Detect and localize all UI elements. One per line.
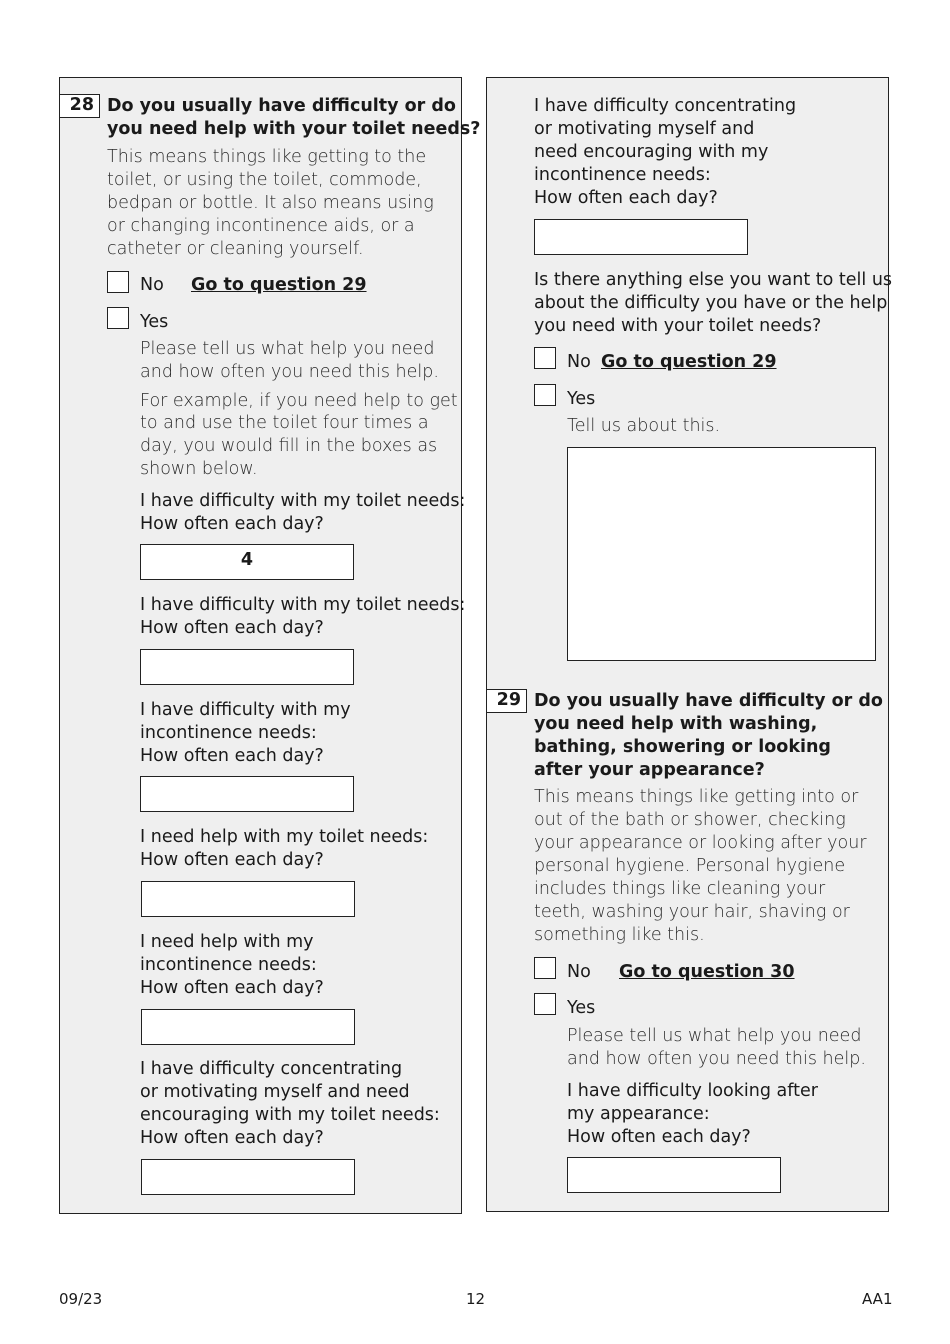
field-label: I have difficulty with my toilet needs:: [140, 595, 466, 615]
page-number: 12: [466, 1290, 486, 1308]
anything-else-yes-checkbox[interactable]: [534, 384, 556, 406]
field-label: How often each day?: [140, 850, 324, 870]
appearance-difficulty-input[interactable]: [567, 1157, 781, 1193]
toilet-help-input[interactable]: [141, 881, 355, 917]
field-label: I have difficulty with my: [140, 700, 351, 720]
help-instruction: Please tell us what help you need: [567, 1026, 862, 1046]
no-checkbox[interactable]: [534, 957, 556, 979]
field-label: I need help with my toilet needs:: [140, 827, 429, 847]
example-instruction: shown below.: [140, 459, 258, 479]
anything-else-question: Is there anything else you want to tell us: [534, 270, 893, 290]
example-instruction: to and use the toilet four times a: [140, 413, 429, 433]
question-description: out of the bath or shower, checking: [534, 810, 846, 830]
field-label: I have difficulty looking after: [567, 1081, 818, 1101]
anything-else-no-checkbox[interactable]: [534, 347, 556, 369]
question-description: includes things like cleaning your: [534, 879, 826, 899]
anything-else-question: about the difficulty you have or the help: [534, 293, 888, 313]
question-description: personal hygiene. Personal hygiene: [534, 856, 846, 876]
incontinence-encouragement-input[interactable]: [534, 219, 748, 255]
field-label: How often each day?: [140, 1128, 324, 1148]
form-date: 09/23: [59, 1290, 103, 1308]
question-description: This means things like getting to the: [107, 147, 427, 167]
example-instruction: day, you would fill in the boxes as: [140, 436, 438, 456]
example-field-label: How often each day?: [140, 514, 324, 534]
field-label: How often each day?: [140, 978, 324, 998]
question-description: teeth, washing your hair, shaving or: [534, 902, 850, 922]
anything-else-textarea[interactable]: [567, 447, 876, 661]
no-label: No: [567, 352, 591, 372]
field-label: or motivating myself and: [534, 119, 755, 139]
yes-checkbox[interactable]: [107, 307, 129, 329]
question-title-line: after your appearance?: [534, 760, 765, 780]
yes-checkbox[interactable]: [534, 993, 556, 1015]
field-label: incontinence needs:: [140, 955, 317, 975]
field-label: need encouraging with my: [534, 142, 769, 162]
yes-label: Yes: [140, 312, 169, 332]
field-label: How often each day?: [140, 618, 324, 638]
go-to-question-30-link[interactable]: Go to question 30: [619, 962, 795, 982]
anything-else-question: you need with your toilet needs?: [534, 316, 822, 336]
field-label: or motivating myself and need: [140, 1082, 410, 1102]
no-label: No: [140, 275, 164, 295]
question-description: toilet, or using the toilet, commode,: [107, 170, 422, 190]
field-label: How often each day?: [140, 746, 324, 766]
question-description: or changing incontinence aids, or a: [107, 216, 415, 236]
incontinence-help-input[interactable]: [141, 1009, 355, 1045]
question-description: catheter or cleaning yourself.: [107, 239, 364, 259]
yes-label: Yes: [567, 389, 596, 409]
field-label: I have difficulty concentrating: [534, 96, 797, 116]
example-filled-box: 4: [140, 544, 354, 580]
toilet-encouragement-input[interactable]: [141, 1159, 355, 1195]
question-number: 29: [486, 689, 527, 713]
field-label: my appearance:: [567, 1104, 710, 1124]
question-description: This means things like getting into or: [534, 787, 859, 807]
question-number: 28: [59, 94, 100, 118]
help-instruction: Please tell us what help you need: [140, 339, 435, 359]
no-checkbox[interactable]: [107, 271, 129, 293]
tell-us-instruction: Tell us about this.: [567, 416, 721, 436]
example-instruction: For example, if you need help to get: [140, 391, 458, 411]
question-description: bedpan or bottle. It also means using: [107, 193, 434, 213]
field-label: incontinence needs:: [140, 723, 317, 743]
field-label: How often each day?: [534, 188, 718, 208]
go-to-question-29-link[interactable]: Go to question 29: [191, 275, 367, 295]
question-title-line: Do you usually have difficulty or do: [534, 691, 883, 711]
field-label: incontinence needs:: [534, 165, 711, 185]
no-label: No: [567, 962, 591, 982]
question-title-line: you need help with your toilet needs?: [107, 119, 481, 139]
question-title-line: bathing, showering or looking: [534, 737, 831, 757]
form-code: AA1: [862, 1290, 893, 1308]
question-description: something like this.: [534, 925, 705, 945]
go-to-question-29-link[interactable]: Go to question 29: [601, 352, 777, 372]
toilet-difficulty-input[interactable]: [140, 649, 354, 685]
question-title-line: Do you usually have difficulty or do: [107, 96, 456, 116]
example-field-label: I have difficulty with my toilet needs:: [140, 491, 466, 511]
yes-label: Yes: [567, 998, 596, 1018]
question-description: your appearance or looking after your: [534, 833, 867, 853]
question-title-line: you need help with washing,: [534, 714, 818, 734]
incontinence-difficulty-input[interactable]: [140, 776, 354, 812]
field-label: encouraging with my toilet needs:: [140, 1105, 440, 1125]
help-instruction: and how often you need this help.: [140, 362, 439, 382]
field-label: How often each day?: [567, 1127, 751, 1147]
field-label: I need help with my: [140, 932, 314, 952]
help-instruction: and how often you need this help.: [567, 1049, 866, 1069]
field-label: I have difficulty concentrating: [140, 1059, 403, 1079]
